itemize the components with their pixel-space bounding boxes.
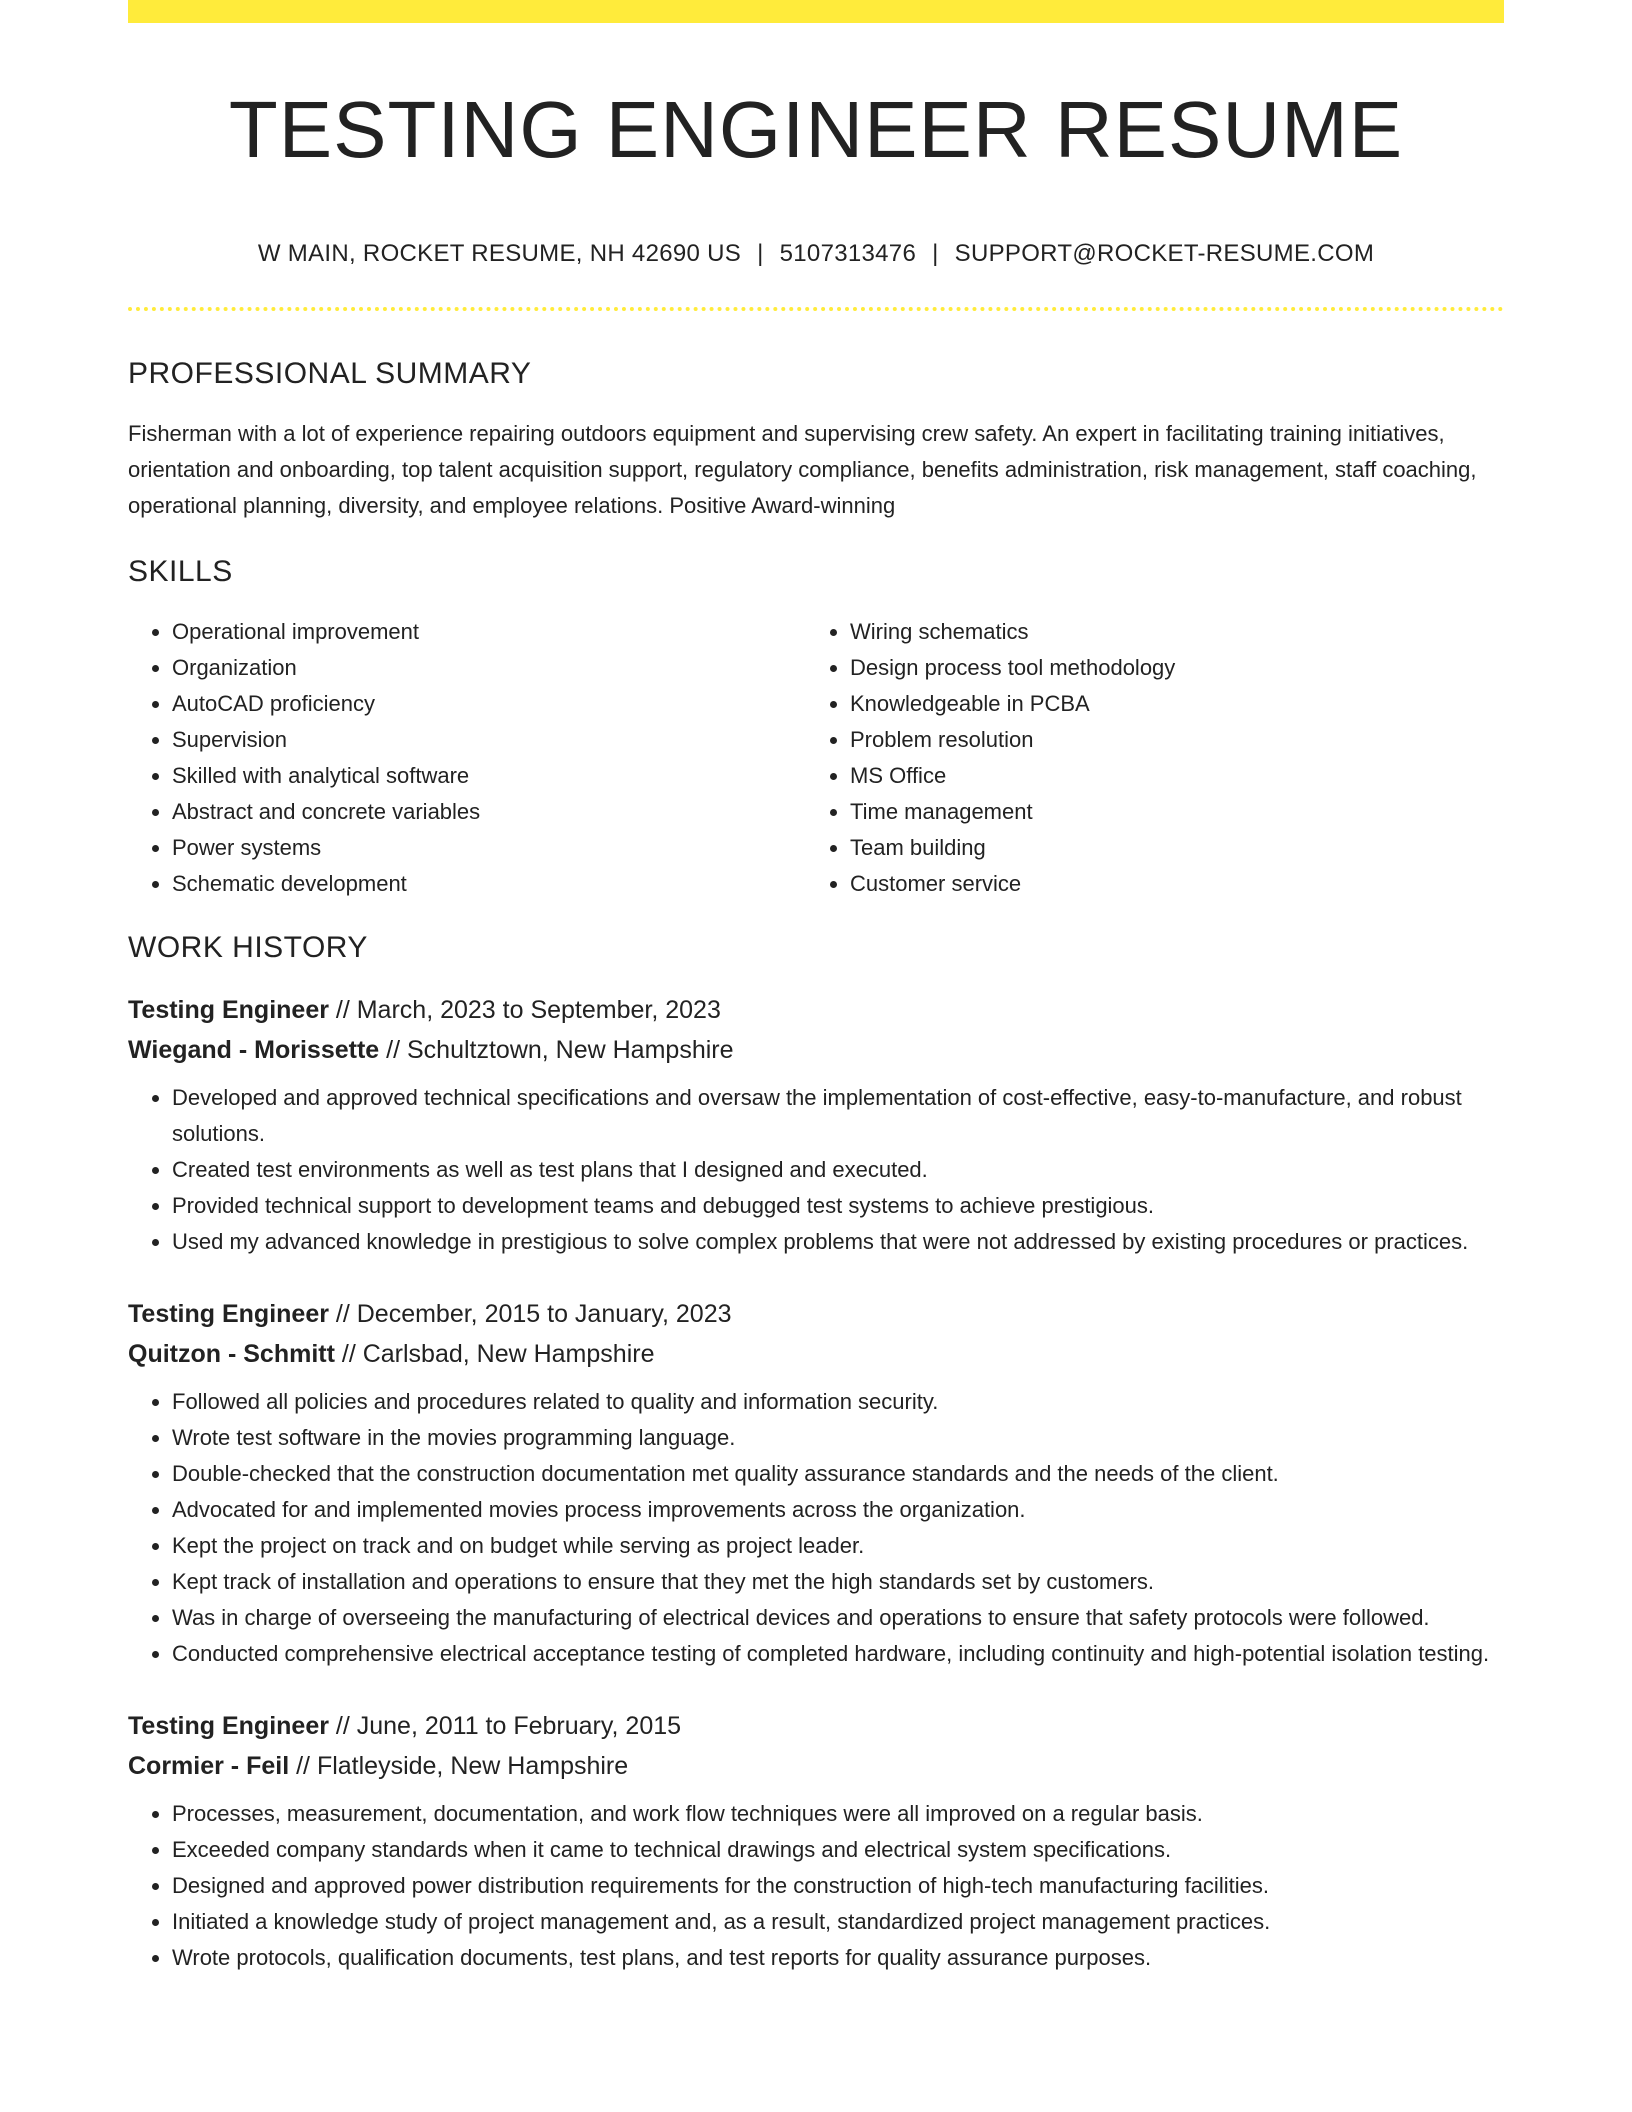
job-company: Quitzon - Schmitt [128,1340,335,1368]
job-dates: // March, 2023 to September, 2023 [328,996,721,1024]
resume-body [128,352,1504,2010]
phone: 5107313476 [779,240,917,267]
skills-list [128,614,1504,902]
job-location: // Flatleyside, New Hampshire [289,1752,629,1780]
skill-item: • Skilled with analytical software [172,758,806,794]
job-dates: // June, 2011 to February, 2015 [328,1712,682,1740]
job-dates: // December, 2015 to January, 2023 [328,1300,732,1328]
job-bullet: • Conducted comprehensive electrical acceptance testing of completed hardware, including continuity and high-potential isolation testing. [172,1636,1504,1672]
skill-item: • Power systems [172,830,806,866]
job-bullet: • Provided technical support to development teams and debugged test systems to achieve prestigious. [172,1188,1504,1224]
job-bullet: • Developed and approved technical specifications and oversaw the implementation of cost-effective, easy-to-manufacture, and robust solutions. [172,1080,1504,1152]
skill-item: • Problem resolution [850,722,1484,758]
job-title: Testing Engineer [128,1712,329,1740]
job-company: Cormier - Feil [128,1752,290,1780]
skills-heading: SKILLS [128,555,233,588]
job-bullet: • Exceeded company standards when it came to technical drawings and electrical system specifications. [172,1832,1504,1868]
job-bullets [128,1384,1504,1672]
job-bullet: • Wrote test software in the movies programming language. [172,1420,1504,1456]
job-bullets [128,1796,1504,1976]
skill-item: • MS Office [850,758,1484,794]
job-title-line [128,990,1504,1030]
job-entry [128,1706,1504,1976]
address: W MAIN, ROCKET RESUME, NH 42690 US [257,240,742,267]
skill-item: • Schematic development [172,866,806,902]
skill-item: • Design process tool methodology [850,650,1484,686]
job-bullet: • Wrote protocols, qualification documents, test plans, and test reports for quality assurance purposes. [172,1940,1504,1976]
job-title: Testing Engineer [128,1300,329,1328]
separator: | [757,240,764,267]
email: SUPPORT@ROCKET-RESUME.COM [954,240,1375,267]
work-history-heading: WORK HISTORY [128,931,368,964]
summary-heading: PROFESSIONAL SUMMARY [128,357,532,390]
accent-bar [128,0,1504,23]
skill-item: • Abstract and concrete variables [172,794,806,830]
summary-text: Fisherman with a lot of experience repairing outdoors equipment and supervising crew safety. An expert in facilitating training initiatives, orientation and onboarding, top talent acquisition support, regulatory compliance, benefits administration, risk management, staff coaching, operational planning, diversity, and employee relations. Positive Award-winning [128,421,1477,518]
skills-right-column [806,614,1484,902]
skill-item: • AutoCAD proficiency [172,686,806,722]
skill-item: • Team building [850,830,1484,866]
job-bullet: • Designed and approved power distribution requirements for the construction of high-tech manufacturing facilities. [172,1868,1504,1904]
job-title-line [128,1294,1504,1334]
job-bullet: • Followed all policies and procedures related to quality and information security. [172,1384,1504,1420]
job-entry [128,1294,1504,1672]
job-bullet: • Created test environments as well as test plans that I designed and executed. [172,1152,1504,1188]
job-bullet: • Used my advanced knowledge in prestigious to solve complex problems that were not addressed by existing procedures or practices. [172,1224,1504,1260]
skill-item: • Time management [850,794,1484,830]
job-title: Testing Engineer [128,996,329,1024]
job-company: Wiegand - Morissette [128,1036,380,1064]
job-bullet: • Was in charge of overseeing the manufacturing of electrical devices and operations to ensure that safety protocols were followed. [172,1600,1504,1636]
skill-item: • Supervision [172,722,806,758]
contact-line [0,236,1632,272]
job-location: // Carlsbad, New Hampshire [334,1340,655,1368]
skill-item: • Customer service [850,866,1484,902]
job-location: // Schultztown, New Hampshire [379,1036,734,1064]
job-company-line [128,1030,1504,1070]
skill-item: • Knowledgeable in PCBA [850,686,1484,722]
skills-left-column [128,614,806,902]
job-company-line [128,1334,1504,1374]
job-bullets [128,1080,1504,1260]
job-title-line [128,1706,1504,1746]
job-company-line [128,1746,1504,1786]
job-bullet: • Kept track of installation and operations to ensure that they met the high standards set by customers. [172,1564,1504,1600]
skill-item: • Operational improvement [172,614,806,650]
job-entry [128,990,1504,1260]
page-title: TESTING ENGINEER RESUME [228,85,1404,174]
job-bullet: • Processes, measurement, documentation, and work flow techniques were all improved on a regular basis. [172,1796,1504,1832]
job-bullet: • Advocated for and implemented movies process improvements across the organization. [172,1492,1504,1528]
skill-item: • Wiring schematics [850,614,1484,650]
job-bullet: • Initiated a knowledge study of project management and, as a result, standardized project management practices. [172,1904,1504,1940]
dotted-divider [128,307,1504,311]
skill-item: • Organization [172,650,806,686]
job-bullet: • Kept the project on track and on budget while serving as project leader. [172,1528,1504,1564]
job-bullet: • Double-checked that the construction documentation met quality assurance standards and the needs of the client. [172,1456,1504,1492]
separator: | [932,240,939,267]
